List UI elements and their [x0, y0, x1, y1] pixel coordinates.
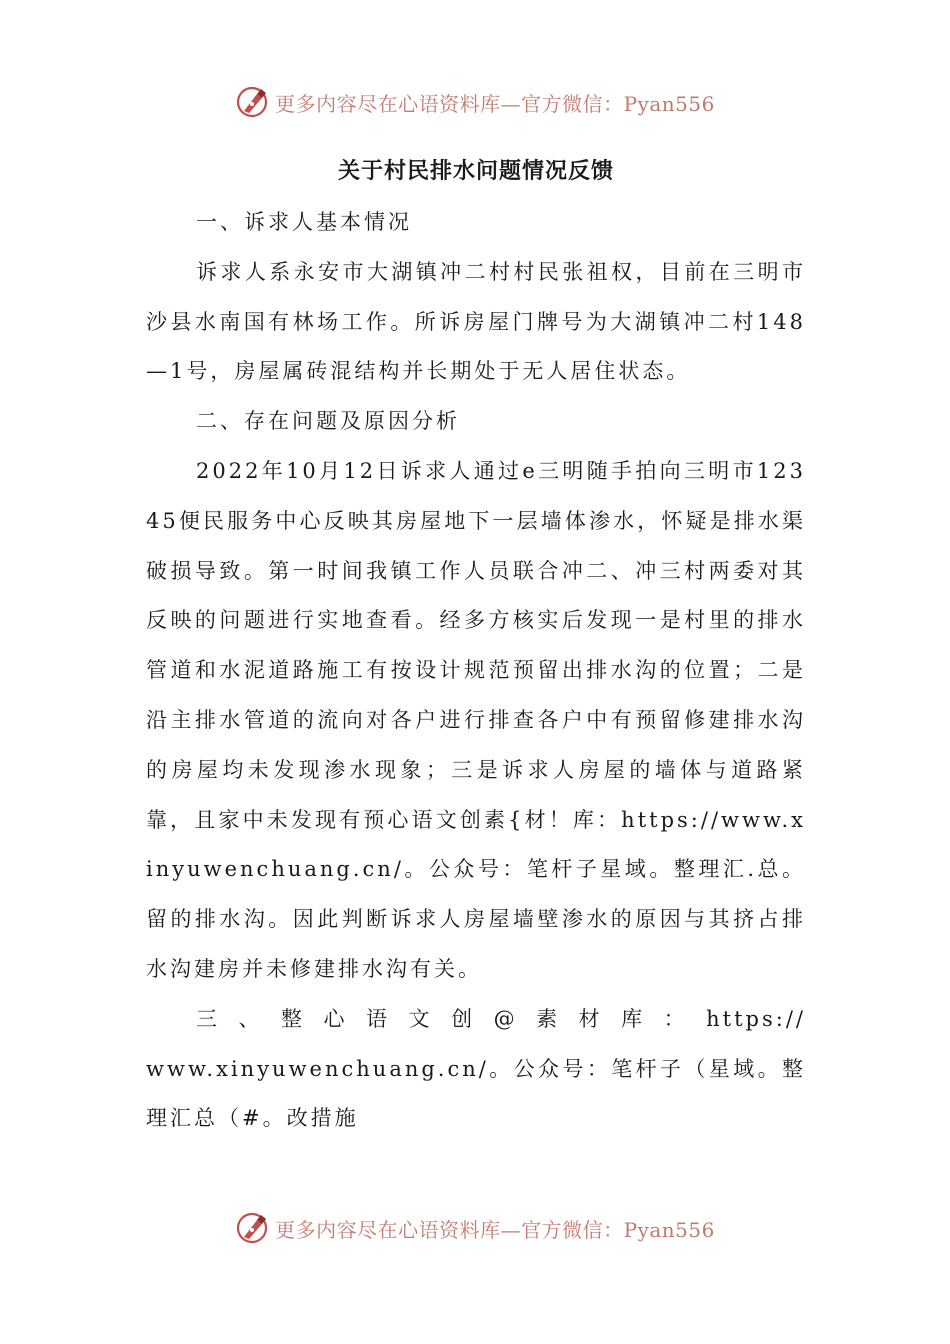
watermark-text: 更多内容尽在心语资料库—官方微信：Pyan556	[275, 91, 715, 116]
section-1-heading: 一、诉求人基本情况	[196, 210, 412, 234]
document-body	[146, 150, 806, 1144]
section-3-heading-line: 三、整心语文创@素材库：https://	[196, 1006, 806, 1031]
section-1-paragraph: 诉求人系永安市大湖镇冲二村村民张祖权，目前在三明市沙县水南国有林场工作。所诉房屋门牌号为大湖镇冲二村148—1号，房屋属砖混结构并长期处于无人居住状态。	[146, 259, 806, 384]
section-2-paragraph: 2022年10月12日诉求人通过e三明随手拍向三明市12345便民服务中心反映其房屋地下一层墙体渗水，怀疑是排水渠破损导致。第一时间我镇工作人员联合冲二、冲三村两委对其反映的问题进行实地查看。经多方核实后发现一是村里的排水管道和水泥道路施工有按设计规范预留出排水沟的位置；二是沿主排水管道的流向对各户进行排查各户中有预留修建排水沟的房屋均未发现渗水现象；三是诉求人房屋的墙体与道路紧靠，且家中未发现有预心语文创素{材！库：https://www.xinyuwenchuang.cn/。公众号：笔杆子星域。整理汇.总。留的排水沟。因此判断诉求人房屋墙壁渗水的原因与其挤占排水沟建房并未修建排水沟有关。	[146, 458, 806, 981]
watermark-text: 更多内容尽在心语资料库—官方微信：Pyan556	[275, 1217, 715, 1242]
document-title: 关于村民排水问题情况反馈	[337, 158, 614, 184]
pen-nib-logo-icon	[235, 84, 271, 120]
pen-nib-logo-icon	[235, 1210, 271, 1246]
footer-watermark	[0, 1208, 950, 1248]
header-watermark	[0, 82, 950, 122]
section-2-heading: 二、存在问题及原因分析	[196, 409, 460, 434]
section-3-heading-continued: www.xinyuwenchuang.cn/。公众号：笔杆子（星域。整理汇总（#。改措施	[146, 1056, 806, 1131]
